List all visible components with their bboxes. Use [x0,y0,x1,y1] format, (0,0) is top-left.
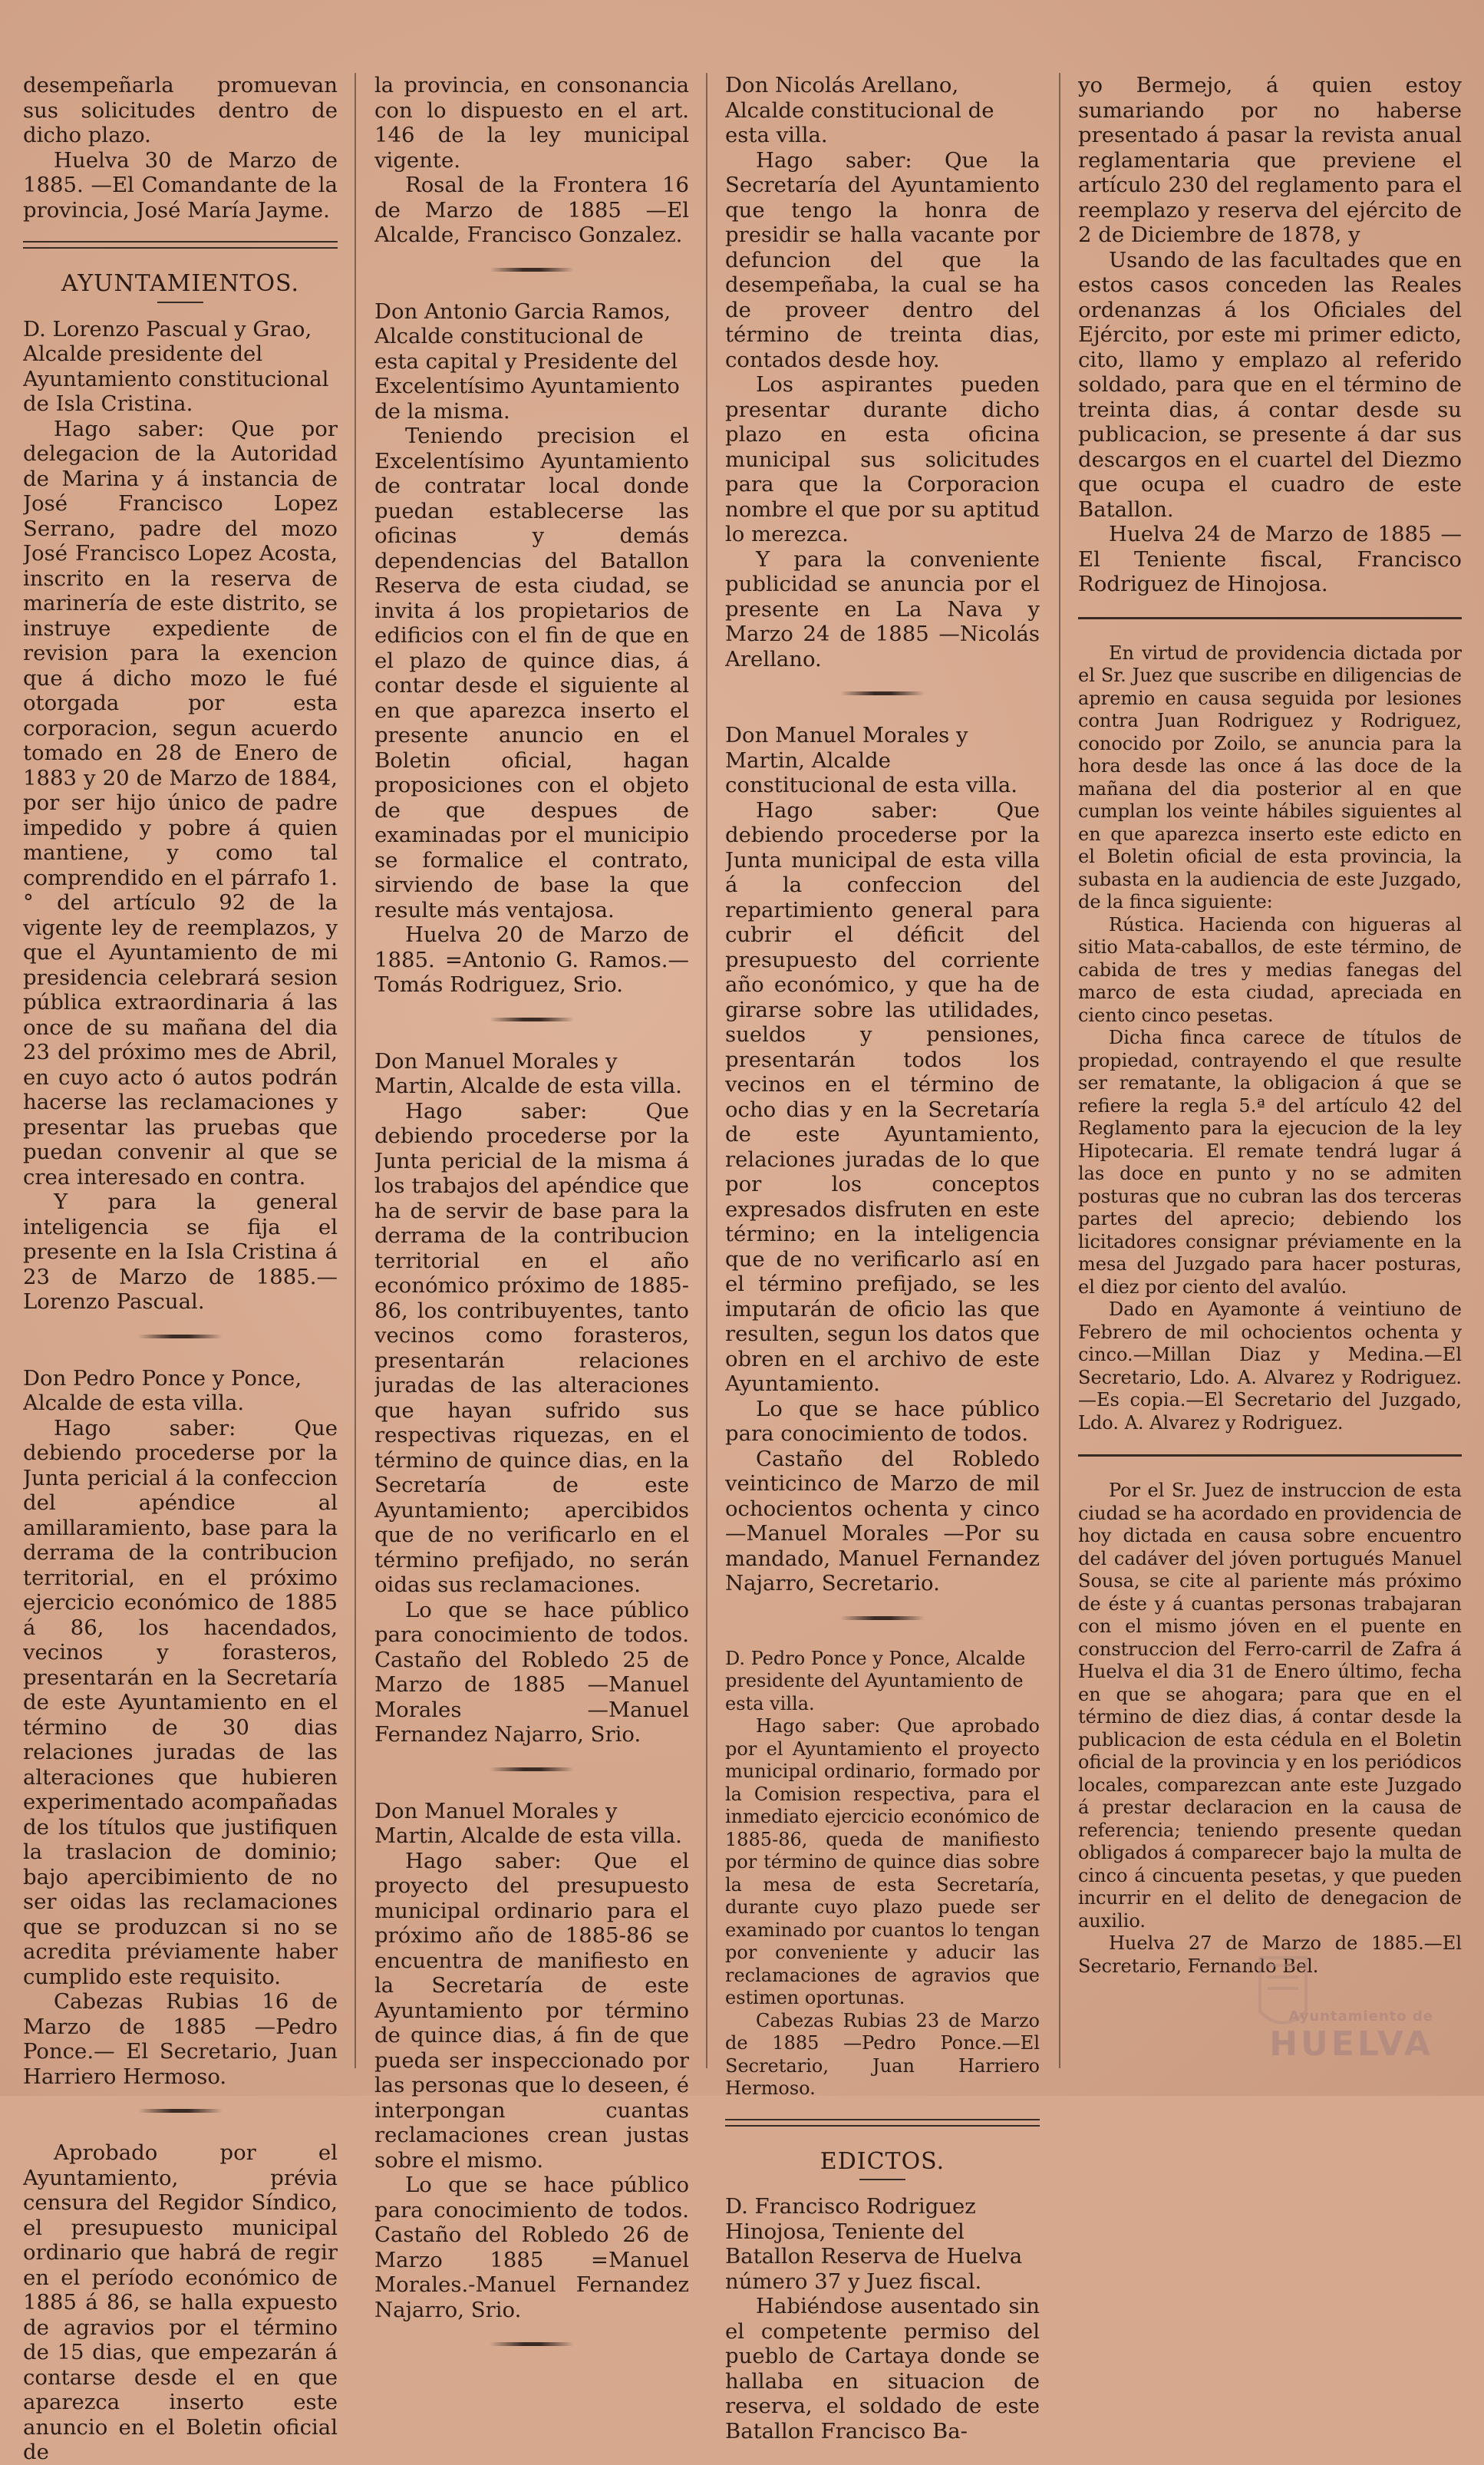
announcement-closing: Y para la conveniente publicidad se anuncia por el presente en La Nava y Marzo 24 de 1885 —Nicolás Arellano. [725,546,1040,672]
column-divider [706,73,707,2068]
separator-ornament [840,691,925,695]
separator-ornament [138,2109,223,2113]
announcement-body: Habiéndose ausentado sin el competente permiso del pueblo de Cartaya donde se hallaba en situacion de reserva, el soldado de este Batallon Francisco Ba- [725,2294,1040,2444]
announcement-body: Teniendo precision el Excelentísimo Ayuntamiento de contratar local donde puedan establecerse las oficinas y demás dependencias del Batallon Reserva de esta ciudad, se invita á los propietarios de edificios con el fin de que en el plazo de quince dias, á contar desde el siguiente al en que aparezca inserto el presente anuncio en el Boletin oficial, hagan proposiciones con el objeto de que despues de examinadas por el municipio se formalice el contrato, sirviendo de base la que resulte más ventajosa. [374,424,689,922]
separator-rule [1078,617,1462,619]
announcement-closing: Y para la general inteligencia se fija el presente en la Isla Cristina á 23 de Marzo de 1885.—Lorenzo Pascual. [23,1190,338,1314]
continued-text: yo Bermejo, á quien estoy sumariando por no haberse presentado á pasar la revista anual reglamentaria que previene el artículo 230 del reglamento para el reemplazo y reserva del ejército de 2 de Diciembre de 1878, y [1078,73,1462,247]
announcement-heading: D. Lorenzo Pascual y Grao, Alcalde presidente del Ayuntamiento constitucional de Isla Cristina. [23,316,329,416]
watermark-line1: Ayuntamiento de [1288,2008,1433,2024]
announcement-body: Lo que se hace público para conocimiento de todos. [725,1396,1040,1446]
announcement-body: Hago saber: Que el proyecto del presupuesto municipal ordinario para el próximo año de 1885-86 se encuentra de manifiesto en la Secretaría de este Ayuntamiento por término de quince dias, á fin de que pueda ser inspeccionado por las personas que lo deseen, é interpongan cuantas reclamaciones crean justas sobre el mismo. [374,1848,689,2173]
signature-line: Rosal de la Frontera 16 de Marzo de 1885 —El Alcalde, Francisco Gonzalez. [374,173,689,247]
double-rule [725,2119,1040,2127]
announcement-closing: Lo que se hace público para conocimiento de todos. Castaño del Robledo 25 de Marzo de 1885 —Manuel Morales —Manuel Fernandez Najarro, Srio. [374,1597,689,1747]
announcement-closing: Cabezas Rubias 16 de Marzo de 1885 —Pedro Ponce.— El Secretario, Juan Harriero Hermoso. [23,1989,338,2089]
announcement-body: Los aspirantes pueden presentar durante dicho plazo en esta oficina municipal sus solicitudes para que la Corporacion nombre el que por su aptitud lo merezca. [725,372,1040,546]
double-rule [23,241,338,249]
title-rule [157,302,203,303]
announcement-body: Hago saber: Que debiendo procederse por la Junta pericial de la misma á los trabajos del apéndice que ha de servir de base para la derrama de la contribucion territorial en el año económico próximo de 1885-86, los contribuyentes, tanto vecinos como forasteros, presentarán relaciones juradas de las alteraciones que hayan sufrido sus respectivas riquezas, en el término de quince dias, en la Secretaría de este Ayuntamiento; apercibidos que de no verificarlo en el término prefijado, no serán oidas sus reclamaciones. [374,1098,689,1597]
column-divider [1059,73,1060,2068]
section-title-ayuntamientos: AYUNTAMIENTOS. [61,270,300,297]
announcement-body: Por el Sr. Juez de instruccion de esta ciudad se ha acordado en providencia de hoy dictada en causa sobre encuentro del cadáver del jóven portugués Manuel Sousa, se cite al pariente más próximo de éste y á cuantas personas trabajaran con el mismo jóven en el puente en construccion del Ferro-carril de Zafra á Huelva el dia 31 de Enero último, fecha en que se ahogara; para que en el término de diez dias, á contar desde la publicacion de esta cédula en el Boletin oficial de la provincia y en los periódicos locales, comparezcan ante este Juzgado á prestar declaracion en la causa de referencia; teniendo presente quedan obligados á comparecer bajo la multa de cinco á cincuenta pesetas, y que pueden incurrir en el delito de denegacion de auxilio. [1078,1480,1462,1932]
separator-ornament [490,2342,574,2346]
announcement-body: Hago saber: Que aprobado por el Ayuntamiento el proyecto municipal ordinario, formado por la Comision respectiva, para el inmediato ejercicio económico de 1885-86, queda de manifiesto por término de quince dias sobre la mesa de esta Secretaría, durante cuyo plazo puede ser examinado por cuantos lo tengan por conveniente y aducir las reclamaciones de agravios que estimen oportunas. [725,1715,1040,2008]
announcement-body: Aprobado por el Ayuntamiento, prévia censura del Regidor Síndico, el presupuesto municipal ordinario que habrá de regir en el período económico de 1885 á 86, se halla expuesto de agravios por el término de 15 dias, que empezarán á contarse desde el en que aparezca inserto este anuncio en el Boletin oficial de [23,2140,338,2464]
column-1 [23,73,338,2465]
continued-text: desempeñarla promuevan sus solicitudes dentro de dicho plazo. [23,73,338,147]
separator-ornament [490,1767,574,1771]
property-description: Rústica. Hacienda con higueras al sitio Mata-caballos, de este término, de cabida de tres y medias fanegas del marco de esta ciudad, apreciada en ciento cinco pesetas. [1078,913,1462,1026]
section-title-edictos: EDICTOS. [819,2147,945,2175]
column-3 [725,73,1040,2444]
announcement-heading: Don Manuel Morales y Martin, Alcalde de esta villa. [374,1798,682,1848]
separator-rule [1078,1454,1462,1457]
watermark-text [1269,2008,1433,2064]
announcement-body: Hago saber: Que por delegacion de la Autoridad de Marina y á instancia de José Francisco Lopez Serrano, padre del mozo José Francisco Lopez Acosta, inscrito en la reserva de marinería de este distrito, se instruye expediente de revision para la exencion que á dicho mozo le fué otorgada por esta corporacion, segun acuerdo tomado en 28 de Enero de 1883 y 20 de Marzo de 1884, por ser hijo único de padre impedido y pobre á quien mantiene, y como tal comprendido en el párrafo 1.° del artículo 92 de la vigente ley de reemplazos, y que el Ayuntamiento de mi presidencia celebrará sesion pública extraordinaria á las once de su mañana del dia 23 del próximo mes de Abril, en cuyo acto ó autos podrán hacerse las reclamaciones y presentar las pruebas que puedan convenir al que se crea interesado en contra. [23,416,338,1190]
announcement-body: Dicha finca carece de títulos de propiedad, contrayendo el que resulte ser rematante, la obligacion á que se refiere la regla 5.ª del artículo 42 del Reglamento para la ejecucion de la ley Hipotecaria. El remate tendrá lugar á las doce en punto y no se admiten posturas que no cubran las dos terceras partes del aprecio; debiendo los licitadores consignar préviamente en la mesa del Juzgado para hacer posturas, el diez por ciento del avalúo. [1078,1027,1462,1298]
announcement-body: Hago saber: Que debiendo procederse por la Junta municipal de esta villa á la confeccion del repartimiento general para cubrir el déficit del presupuesto del corriente año económico, y que ha de girarse sobre las utilidades, sueldos y pensiones, presentarán todos los vecinos en el término de ocho dias y en la Secretaría de este Ayuntamiento, relaciones juradas de lo que por los conceptos expresados disfruten en este término; en la inteligencia que de no verificarlo así en el término prefijado, se les imputarán de oficio las que resulten, segun los datos que obren en el archivo de este Ayuntamiento. [725,797,1040,1396]
announcement-heading: Don Manuel Morales y Martin, Alcalde constitucional de esta villa. [725,723,1018,797]
signature-line: Huelva 30 de Marzo de 1885. —El Comandante de la provincia, José María Jayme. [23,147,338,223]
announcement-heading: D. Francisco Rodriguez Hinojosa, Teniente del Batallon Reserva de Huelva número 37 y Juez fiscal. [725,2194,1023,2294]
announcement-closing: Huelva 20 de Marzo de 1885. =Antonio G. Ramos.—Tomás Rodriguez, Srio. [374,922,689,997]
column-4 [1078,73,1462,1978]
announcement-closing: Castaño del Robledo veinticinco de Marzo de mil ochocientos ochenta y cinco —Manuel Morales —Por su mandado, Manuel Fernandez Najarro, Secretario. [725,1446,1040,1595]
announcement-closing: Huelva 27 de Marzo de 1885.—El Secretario, Fernando Bel. [1078,1932,1462,1977]
column-2 [374,73,689,2374]
announcement-heading: Don Pedro Ponce y Ponce, Alcalde de esta villa. [23,1365,302,1415]
separator-ornament [138,1335,223,1338]
announcement-closing: Lo que se hace público para conocimiento de todos. Castaño del Robledo 26 de Marzo 1885 =Manuel Morales.-Manuel Fernandez Najarro, Srio. [374,2173,689,2322]
announcement-heading: Don Antonio Garcia Ramos, Alcalde constitucional de esta capital y Presidente del Excelentísimo Ayuntamiento de la misma. [374,299,680,424]
column-divider [355,73,356,2068]
announcement-body: Hago saber: Que debiendo procederse por la Junta pericial á la confeccion del apéndice al amillaramiento, base para la derrama de la contribucion territorial, en el próximo ejercicio económico de 1885 á 86, los hacendados, vecinos y forasteros, presentarán en la Secretaría de este Ayuntamiento en el término de 30 dias relaciones juradas de las alteraciones que hubieren experimentado acompañadas de los títulos que justifiquen la traslacion de dominio; bajo apercibimiento de no ser oidas las reclamaciones que se produzcan si no se acredita préviamente haber cumplido este requisito. [23,1415,338,1989]
title-rule [859,2179,905,2180]
announcement-heading: D. Pedro Ponce y Ponce, Alcalde presidente del Ayuntamiento de esta villa. [725,1647,1026,1714]
announcement-closing: Cabezas Rubias 23 de Marzo de 1885 —Pedro Ponce.—El Secretario, Juan Harriero Hermoso. [725,2009,1040,2099]
continued-text: la provincia, en consonancia con lo dispuesto en el art. 146 de la ley municipal vigente. [374,73,689,173]
watermark-line2: HUELVA [1269,2024,1433,2064]
separator-ornament [840,1616,925,1620]
signature-line: Huelva 24 de Marzo de 1885 —El Teniente fiscal, Francisco Rodriguez de Hinojosa. [1078,522,1462,596]
separator-ornament [490,1018,574,1021]
announcement-heading: Don Nicolás Arellano, Alcalde constitucional de esta villa. [725,73,994,147]
announcement-body: En virtud de providencia dictada por el Sr. Juez que suscribe en diligencias de apremio en causa seguida por lesiones contra Juan Rodriguez y Rodriguez, conocido por Zoilo, se anuncia para la hora desde las once á las doce de la mañana del dia posterior al en que cumplan los veinte hábiles siguientes al en que aparezca inserto este edicto en el Boletin oficial de esta provincia, la subasta en la audiencia de este Juzgado, de la finca siguiente: [1078,642,1462,912]
announcement-body: Usando de las facultades que en estos casos conceden las Reales ordenanzas á los Oficiales del Ejército, por este mi primer edicto, cito, llamo y emplazo al referido soldado, para que en el término de treinta dias, á contar desde su publicacion, se presente á dar sus descargos en el cuartel del Diezmo que ocupa el cuadro de este Batallon. [1078,247,1462,522]
announcement-closing: Dado en Ayamonte á veintiuno de Febrero de mil ochocientos ochenta y cinco.—Millan Diaz y Medina.—El Secretario, Ldo. A. Alvarez y Rodriguez.—Es copia.—El Secretario del Juzgado, Ldo. A. Alvarez y Rodriguez. [1078,1298,1462,1434]
announcement-body: Hago saber: Que la Secretaría del Ayuntamiento que tengo la honra de presidir se halla vacante por defuncion del que la desempeñaba, la cual se ha de proveer dentro del término de treinta dias, contados desde hoy. [725,147,1040,372]
announcement-heading: Don Manuel Morales y Martin, Alcalde de esta villa. [374,1048,682,1098]
separator-ornament [490,268,574,272]
